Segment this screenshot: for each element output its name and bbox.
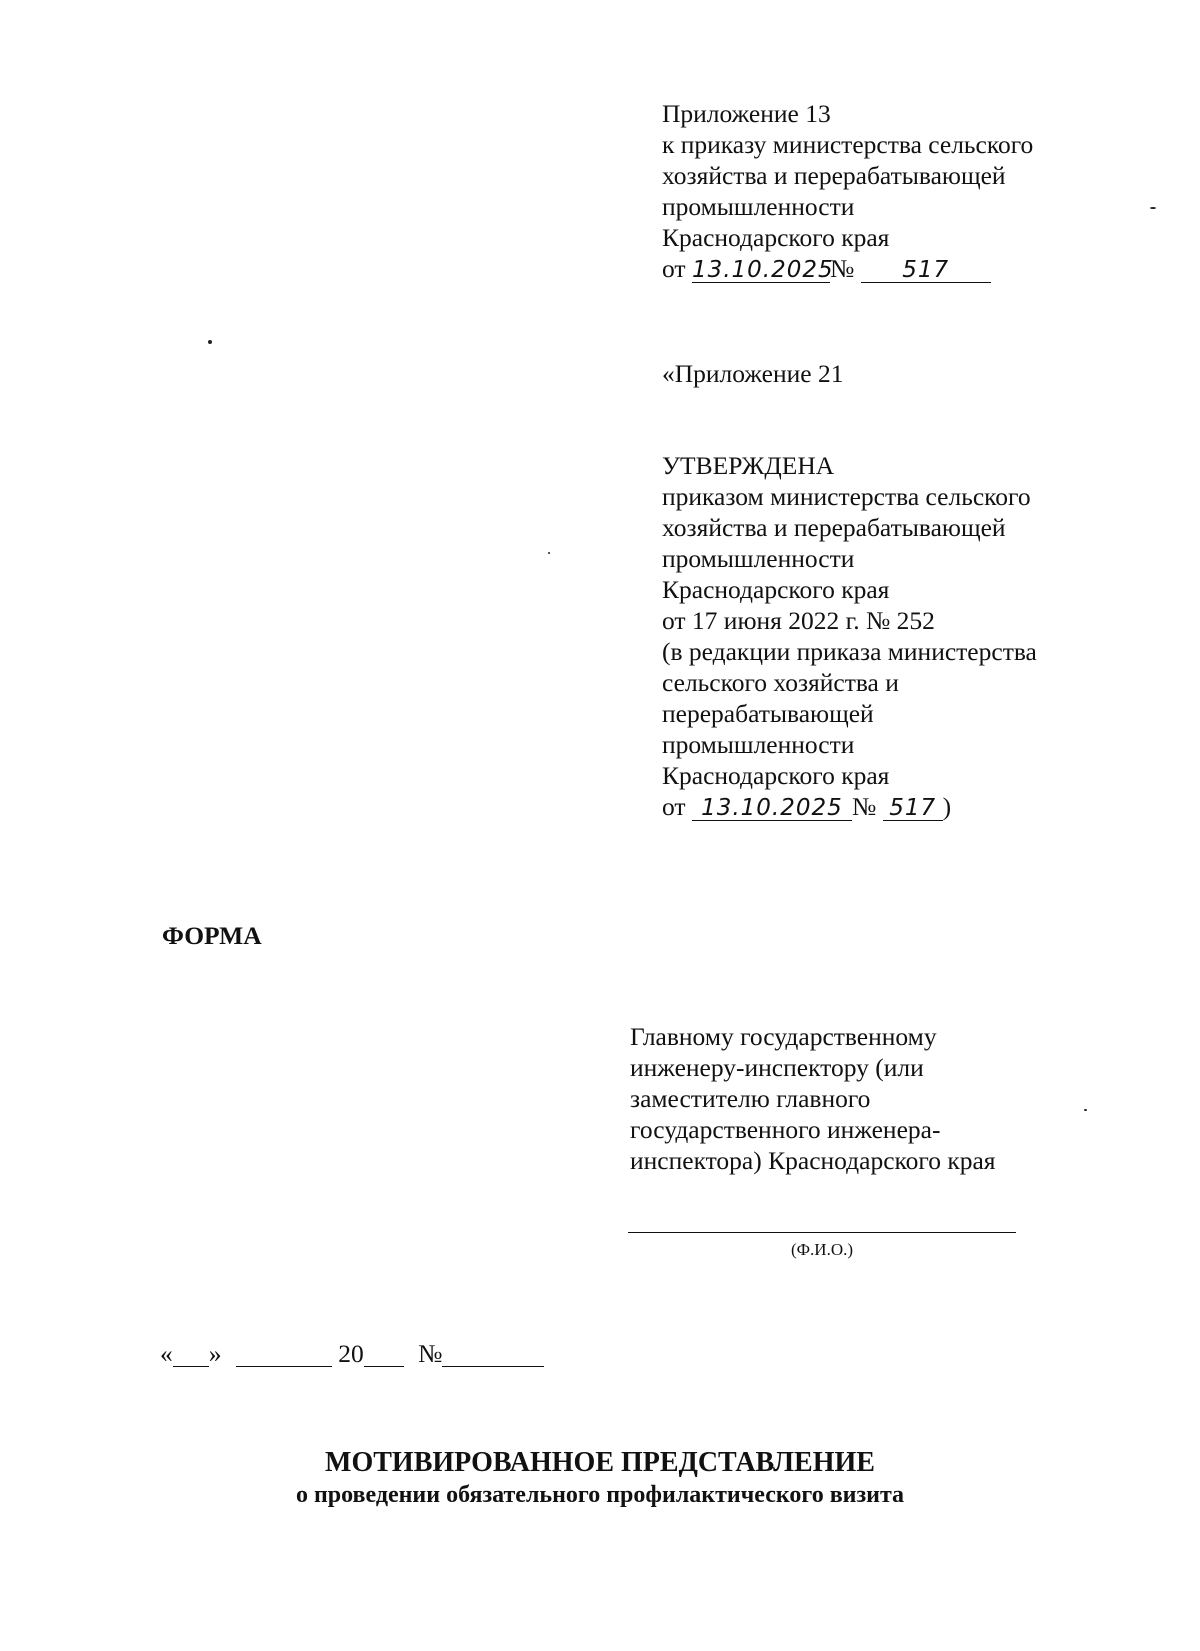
- approved-line-4: Краснодарского края: [662, 575, 890, 604]
- date-number-line: [160, 1338, 544, 1369]
- appendix-13-title: Приложение 13: [662, 99, 831, 128]
- addressee-block: [630, 1021, 996, 1176]
- approved-from-prefix: от: [662, 792, 686, 821]
- order-number-handwritten: 517: [861, 258, 991, 283]
- appendix-21-title: «Приложение 21: [662, 359, 844, 388]
- addressee-line-2: инженеру-инспектору (или: [630, 1053, 924, 1082]
- addressee-line-3: заместителю главного: [630, 1084, 871, 1113]
- scan-speck: [1150, 207, 1156, 209]
- scan-speck: [1084, 1109, 1087, 1111]
- addressee-line-1: Главному государственному: [630, 1022, 937, 1051]
- appendix-13-order-ref: [662, 253, 1033, 284]
- day-close-quote: »: [208, 1339, 222, 1368]
- approved-line-5: от 17 июня 2022 г. № 252: [662, 606, 935, 635]
- approved-close-paren: ): [942, 792, 952, 821]
- order-from-prefix: от: [662, 254, 686, 283]
- scan-speck: [548, 552, 550, 554]
- approved-line-2: хозяйства и перерабатывающей: [662, 513, 1006, 542]
- approved-line-1: приказом министерства сельского: [662, 482, 1031, 511]
- appendix-13-line-1: к приказу министерства сельского: [662, 130, 1034, 159]
- fio-caption: (Ф.И.О.): [790, 1240, 854, 1259]
- approved-line-9: промышленности: [662, 730, 855, 759]
- document-heading: [0, 1446, 1200, 1510]
- year-blank: [364, 1342, 404, 1367]
- approved-line-6: (в редакции приказа министерства: [662, 637, 1037, 666]
- doc-number-blank: [442, 1342, 544, 1367]
- order-number-sign: №: [829, 254, 855, 283]
- appendix-13-line-3: промышленности: [662, 192, 855, 221]
- approved-title: УТВЕРЖДЕНА: [662, 451, 835, 480]
- addressee-line-4: государственного инженера-: [630, 1115, 941, 1144]
- approved-date-handwritten: 13.10.2025: [692, 796, 852, 821]
- appendix-13-block: [662, 98, 1033, 284]
- approved-line-3: промышленности: [662, 544, 855, 573]
- form-label: ФОРМА: [162, 921, 262, 950]
- approved-line-10: Краснодарского края: [662, 761, 890, 790]
- approved-order-ref: [662, 791, 1037, 822]
- year-prefix: 20: [338, 1339, 364, 1368]
- doc-number-sign: №: [418, 1339, 443, 1368]
- addressee-line-5: инспектора) Краснодарского края: [630, 1146, 996, 1175]
- day-open-quote: «: [160, 1339, 173, 1368]
- appendix-13-line-2: хозяйства и перерабатывающей: [662, 161, 1006, 190]
- fio-signature-line: [628, 1232, 1016, 1233]
- approved-line-7: сельского хозяйства и: [662, 668, 899, 697]
- approved-line-8: перерабатывающей: [662, 699, 874, 728]
- appendix-13-line-4: Краснодарского края: [662, 223, 890, 252]
- approved-number-sign: №: [851, 792, 877, 821]
- order-date-handwritten: 13.10.2025: [691, 257, 834, 283]
- month-blank: [236, 1342, 332, 1367]
- document-subtitle: о проведении обязательного профилактического визита: [295, 1482, 905, 1508]
- scan-speck: [208, 340, 212, 344]
- approved-block: [662, 450, 1037, 822]
- document-title: МОТИВИРОВАННОЕ ПРЕДСТАВЛЕНИЕ: [325, 1447, 875, 1478]
- approved-number-handwritten: 517: [883, 796, 943, 821]
- day-blank: [173, 1342, 209, 1367]
- appendix-21-block: [662, 358, 844, 389]
